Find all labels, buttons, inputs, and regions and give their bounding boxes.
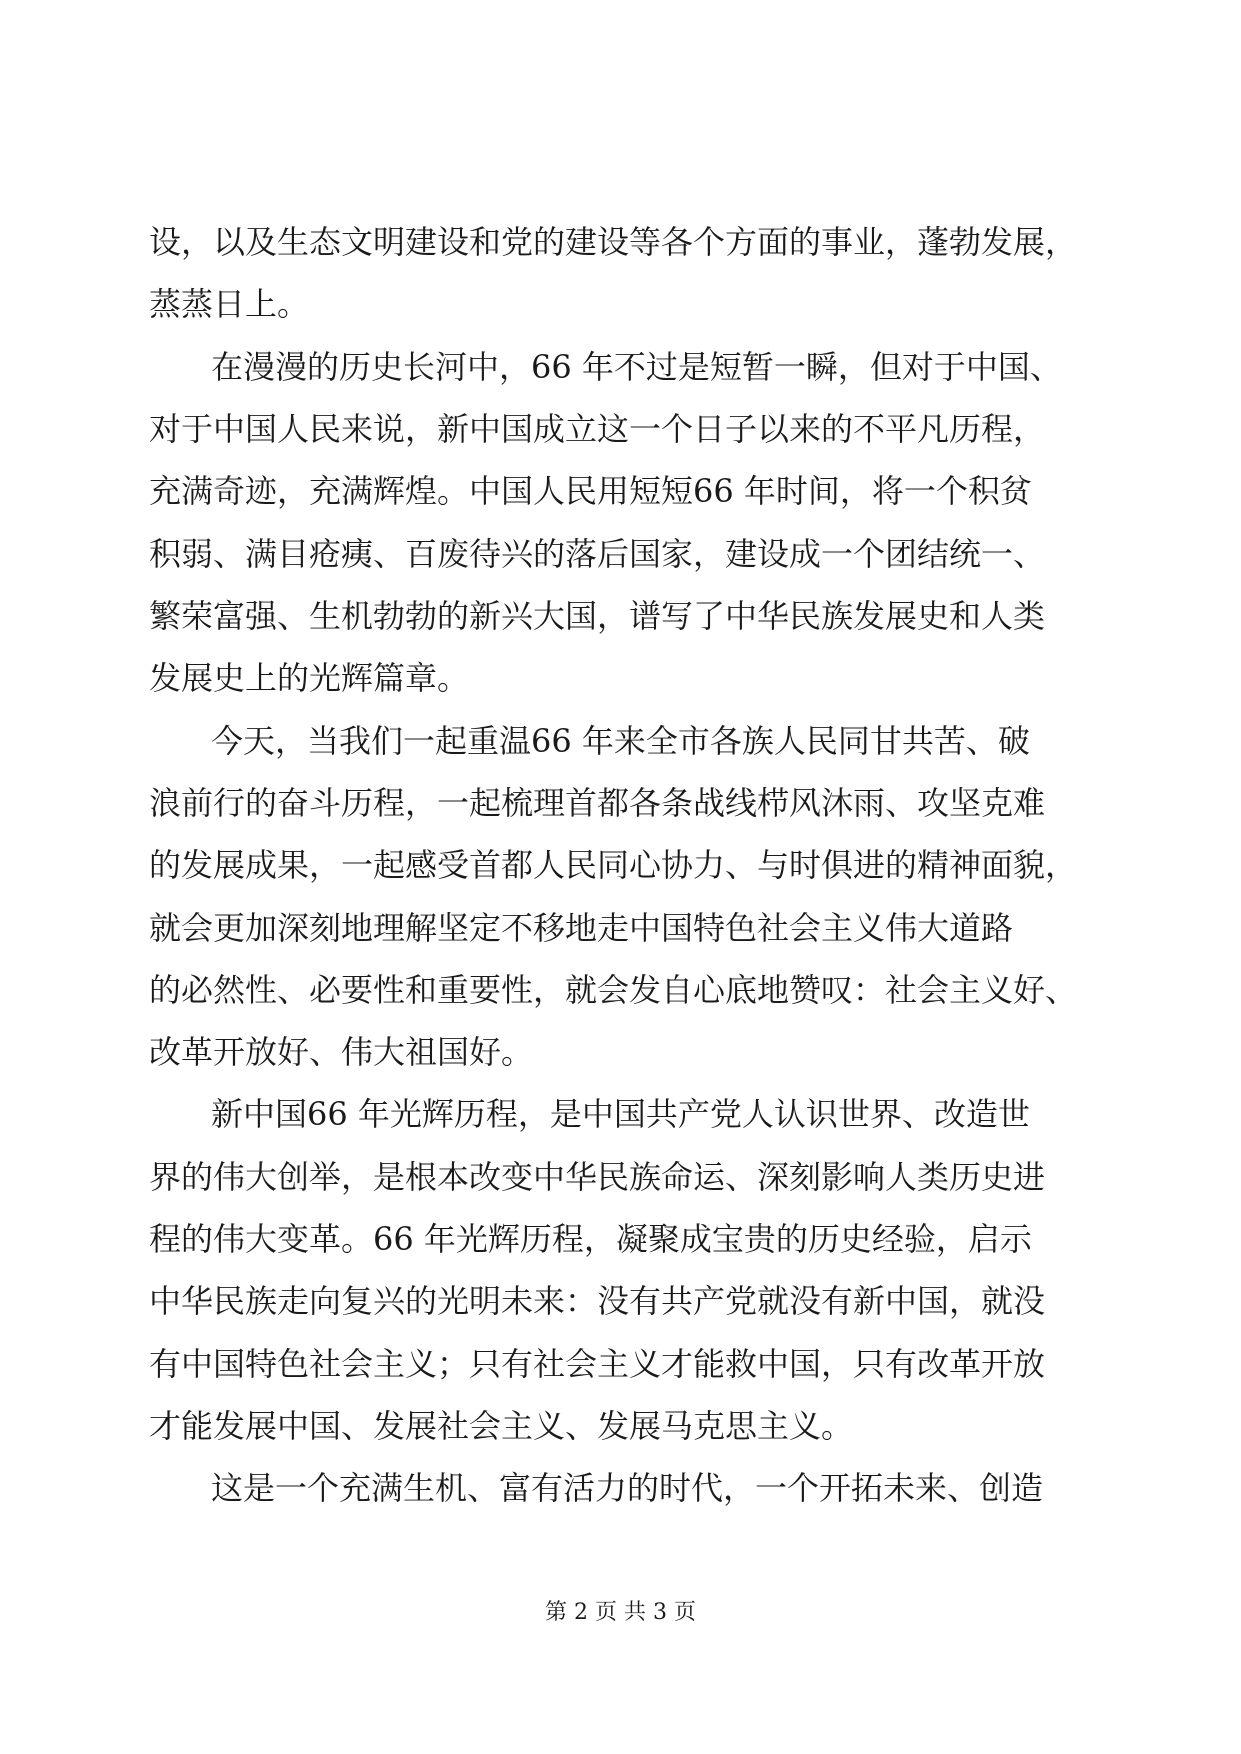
line-text: 发展史上的光辉篇章。 — [149, 659, 470, 697]
line-text: 中华民族走向复兴的光明未来：没有共产党就没有新中国，就没 — [149, 1282, 1046, 1320]
text-line — [0, 965, 1241, 1015]
line-text: 充满奇迹，充满辉煌。中国人民用短短66 年时间，将一个积贫 — [149, 472, 1032, 510]
text-line — [0, 1214, 1241, 1264]
line-text: 设，以及生态文明建设和党的建设等各个方面的事业，蓬勃发展， — [149, 223, 1078, 261]
line-text: 繁荣富强、生机勃勃的新兴大国，谱写了中华民族发展史和人类 — [149, 597, 1046, 635]
text-line — [0, 903, 1241, 953]
line-text: 才能发展中国、发展社会主义、发展马克思主义。 — [149, 1407, 854, 1445]
text-line — [0, 1027, 1241, 1077]
text-line — [0, 1401, 1241, 1451]
line-text: 改革开放好、伟大祖国好。 — [149, 1033, 534, 1071]
text-line — [0, 1152, 1241, 1202]
line-text: 新中国66 年光辉历程，是中国共产党人认识世界、改造世 — [211, 1095, 1030, 1133]
line-text: 有中国特色社会主义；只有社会主义才能救中国，只有改革开放 — [149, 1345, 1046, 1383]
line-text: 在漫漫的历史长河中，66 年不过是短暂一瞬，但对于中国、 — [211, 348, 1062, 386]
line-text: 程的伟大变革。66 年光辉历程，凝聚成宝贵的历史经验，启示 — [149, 1220, 1032, 1258]
text-line — [0, 778, 1241, 828]
line-text: 今天，当我们一起重温66 年来全市各族人民同甘共苦、破 — [211, 722, 1030, 760]
line-text: 这是一个充满生机、富有活力的时代，一个开拓未来、创造 — [211, 1469, 1044, 1507]
line-text: 浪前行的奋斗历程，一起梳理首都各条战线栉风沐雨、攻坚克难 — [149, 784, 1046, 822]
text-line — [0, 529, 1241, 579]
line-text: 蒸蒸日上。 — [149, 285, 310, 323]
text-line — [0, 716, 1241, 766]
text-line — [0, 404, 1241, 454]
text-line — [0, 279, 1241, 329]
text-line — [0, 840, 1241, 890]
line-text: 的必然性、必要性和重要性，就会发自心底地赞叹：社会主义好、 — [149, 971, 1078, 1009]
line-text: 对于中国人民来说，新中国成立这一个日子以来的不平凡历程， — [149, 410, 1046, 448]
text-line — [0, 1089, 1241, 1139]
text-line — [0, 1463, 1241, 1513]
text-line — [0, 591, 1241, 641]
page-number-footer: 第 2 页 共 3 页 — [545, 1600, 696, 1625]
text-line — [0, 217, 1241, 267]
text-line — [0, 1339, 1241, 1389]
line-text: 就会更加深刻地理解坚定不移地走中国特色社会主义伟大道路 — [149, 909, 1014, 947]
line-text: 界的伟大创举，是根本改变中华民族命运、深刻影响人类历史进 — [149, 1158, 1046, 1196]
text-line — [0, 466, 1241, 516]
text-line — [0, 653, 1241, 703]
text-line — [0, 1276, 1241, 1326]
line-text: 的发展成果，一起感受首都人民同心协力、与时俱进的精神面貌， — [149, 846, 1078, 884]
text-line — [0, 342, 1241, 392]
line-text: 积弱、满目疮痍、百废待兴的落后国家，建设成一个团结统一、 — [149, 535, 1046, 573]
